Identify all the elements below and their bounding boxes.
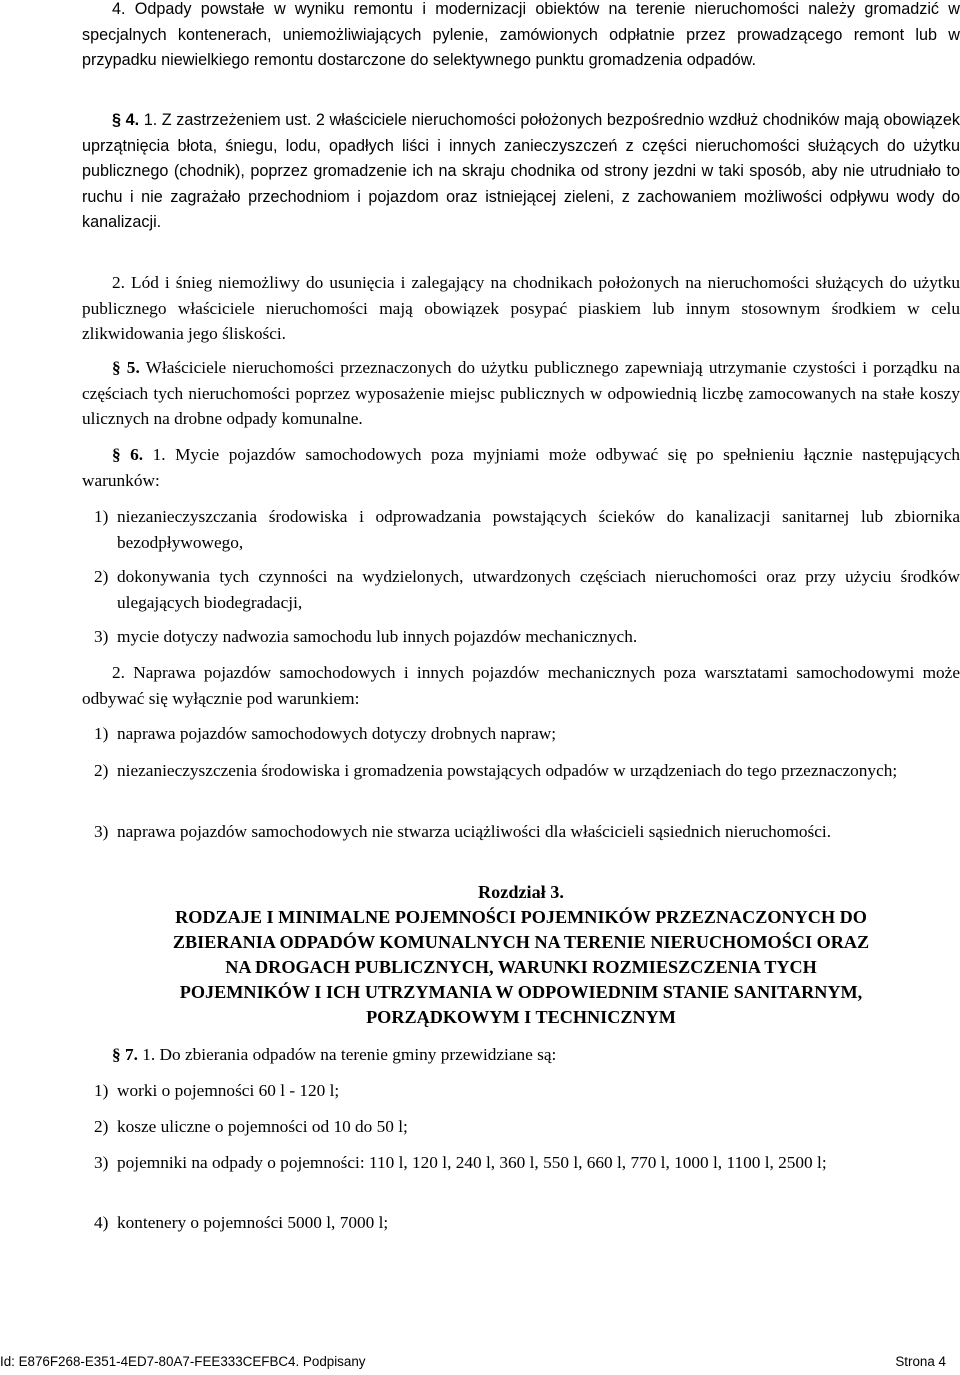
section-5-text: Właściciele nieruchomości przeznaczonych do użytku publicznego zapewniają utrzymanie czystości i porządku na częściach tych nieruchomości poprzez wyposażenie miejsc publicznych w odpowiednią liczbę zamocowanych na stałe koszy ulicznych na drobne odpady komunalne. (82, 358, 960, 429)
list-item (82, 564, 960, 615)
list-item (82, 819, 960, 845)
list-item-text: pojemniki na odpady o pojemności: 110 l, 120 l, 240 l, 360 l, 550 l, 660 l, 770 l, 1000 l, 1100 l, 2500 l; (117, 1153, 827, 1172)
list-item-number: 3) (94, 822, 109, 841)
section-7-1-text: 1. Do zbierania odpadów na terenie gminy przewidziane są: (137, 1045, 557, 1064)
section-4-1-text: Z zastrzeżeniem ust. 2 właściciele nieruchomości położonych bezpośrednio wzdłuż chodników mają obowiązek uprzątnięcia błota, śniegu, lodu, opadłych liści i innych zanieczyszczeń z części nieruchomości służących do użytku publicznego (chodnik), poprzez gromadzenie ich na skraju chodnika od strony jezdni w taki sposób, aby nie utrudniało to ruchu i nie zagrażało przechodniom i pojazdom oraz istniejącej zieleni, z zachowaniem możliwości odpływu wody do kanalizacji. (82, 111, 960, 232)
section-4-number: § 4. (112, 111, 140, 129)
section-7-number: § 7. (112, 1045, 138, 1064)
list-item-number: 2) (94, 1117, 109, 1136)
page-number: Strona 4 (895, 1354, 946, 1369)
section-6-number: § 6. (112, 445, 144, 464)
list-item-text: naprawa pojazdów samochodowych nie stwarza uciążliwości dla właścicieli sąsiednich nieruchomości. (117, 822, 832, 841)
list-item-number: 3) (94, 1153, 109, 1172)
section-5-number: § 5. (112, 358, 140, 377)
chapter-label: Rozdział 3. (478, 882, 564, 902)
chapter-title-line: PORZĄDKOWYM I TECHNICZNYM (366, 1007, 676, 1027)
section-4-1 (82, 108, 960, 236)
list-item (82, 624, 960, 650)
list-item (82, 1210, 960, 1236)
list-item-number: 1) (94, 507, 109, 526)
chapter-title-line: NA DROGACH PUBLICZNYCH, WARUNKI ROZMIESZCZENIA TYCH (225, 957, 817, 977)
list-item (82, 1150, 960, 1176)
section-6-1-text: 1. Mycie pojazdów samochodowych poza myjniami może odbywać się po spełnieniu łącznie następujących warunków: (82, 445, 960, 490)
section-5 (82, 355, 960, 432)
list-item-text: niezanieczyszczania środowiska i odprowadzania powstających ścieków do kanalizacji sanitarnej lub zbiornika bezodpływowego, (117, 507, 960, 552)
section-4-2: 2. Lód i śnieg niemożliwy do usunięcia i zalegający na chodnikach położonych na nieruchomości służących do użytku publicznego właściciele nieruchomości mają obowiązek posypać piaskiem lub innym stosownym środkiem w celu zlikwidowania jego śliskości. (82, 273, 960, 344)
list-item-text: kontenery o pojemności 5000 l, 7000 l; (117, 1213, 389, 1232)
paragraph-4-4: 4. Odpady powstałe w wyniku remontu i modernizacji obiektów na terenie nieruchomości należy gromadzić w specjalnych kontenerach, uniemożliwiających pylenie, zamówionych odpłatnie przez prowadzącego remont lub w przypadku niewielkiego remontu dostarczone do selektywnego punktu gromadzenia odpadów. (82, 0, 960, 70)
list-item-text: worki o pojemności 60 l - 120 l; (117, 1081, 340, 1100)
section-4-1-number: 1. (139, 111, 162, 129)
chapter-title-line: ZBIERANIA ODPADÓW KOMUNALNYCH NA TERENIE NIERUCHOMOŚCI ORAZ (172, 932, 870, 952)
list-item-text: naprawa pojazdów samochodowych dotyczy drobnych napraw; (117, 724, 557, 743)
list-item-number: 4) (94, 1213, 109, 1232)
list-item-text: niezanieczyszczenia środowiska i gromadzenia powstających odpadów w urządzeniach do tego przeznaczonych; (117, 761, 898, 780)
document-id: Id: E876F268-E351-4ED7-80A7-FEE333CEFBC4. Podpisany (0, 1354, 366, 1369)
list-item (82, 1078, 960, 1104)
section-6-2: 2. Naprawa pojazdów samochodowych i innych pojazdów mechanicznych poza warsztatami samochodowymi może odbywać się wyłącznie pod warunkiem: (82, 663, 960, 708)
list-item-text: mycie dotyczy nadwozia samochodu lub innych pojazdów mechanicznych. (117, 627, 638, 646)
chapter-title-line: POJEMNIKÓW I ICH UTRZYMANIA W ODPOWIEDNIM STANIE SANITARNYM, (179, 982, 863, 1002)
list-item (82, 721, 960, 747)
list-item-number: 2) (94, 761, 109, 780)
list-item-number: 1) (94, 724, 109, 743)
list-item (82, 758, 960, 784)
list-item-text: kosze uliczne o pojemności od 10 do 50 l; (117, 1117, 408, 1136)
chapter-title-line: RODZAJE I MINIMALNE POJEMNOŚCI POJEMNIKÓW PRZEZNACZONYCH DO (175, 907, 867, 927)
list-item-number: 2) (94, 567, 109, 586)
list-item (82, 504, 960, 555)
list-item-number: 3) (94, 627, 109, 646)
section-7-1 (82, 1042, 960, 1068)
section-6-1 (82, 442, 960, 493)
list-item-number: 1) (94, 1081, 109, 1100)
list-item (82, 1114, 960, 1140)
list-item-text: dokonywania tych czynności na wydzielonych, utwardzonych częściach nieruchomości oraz przy użyciu środków ulegających biodegradacji, (117, 567, 960, 612)
